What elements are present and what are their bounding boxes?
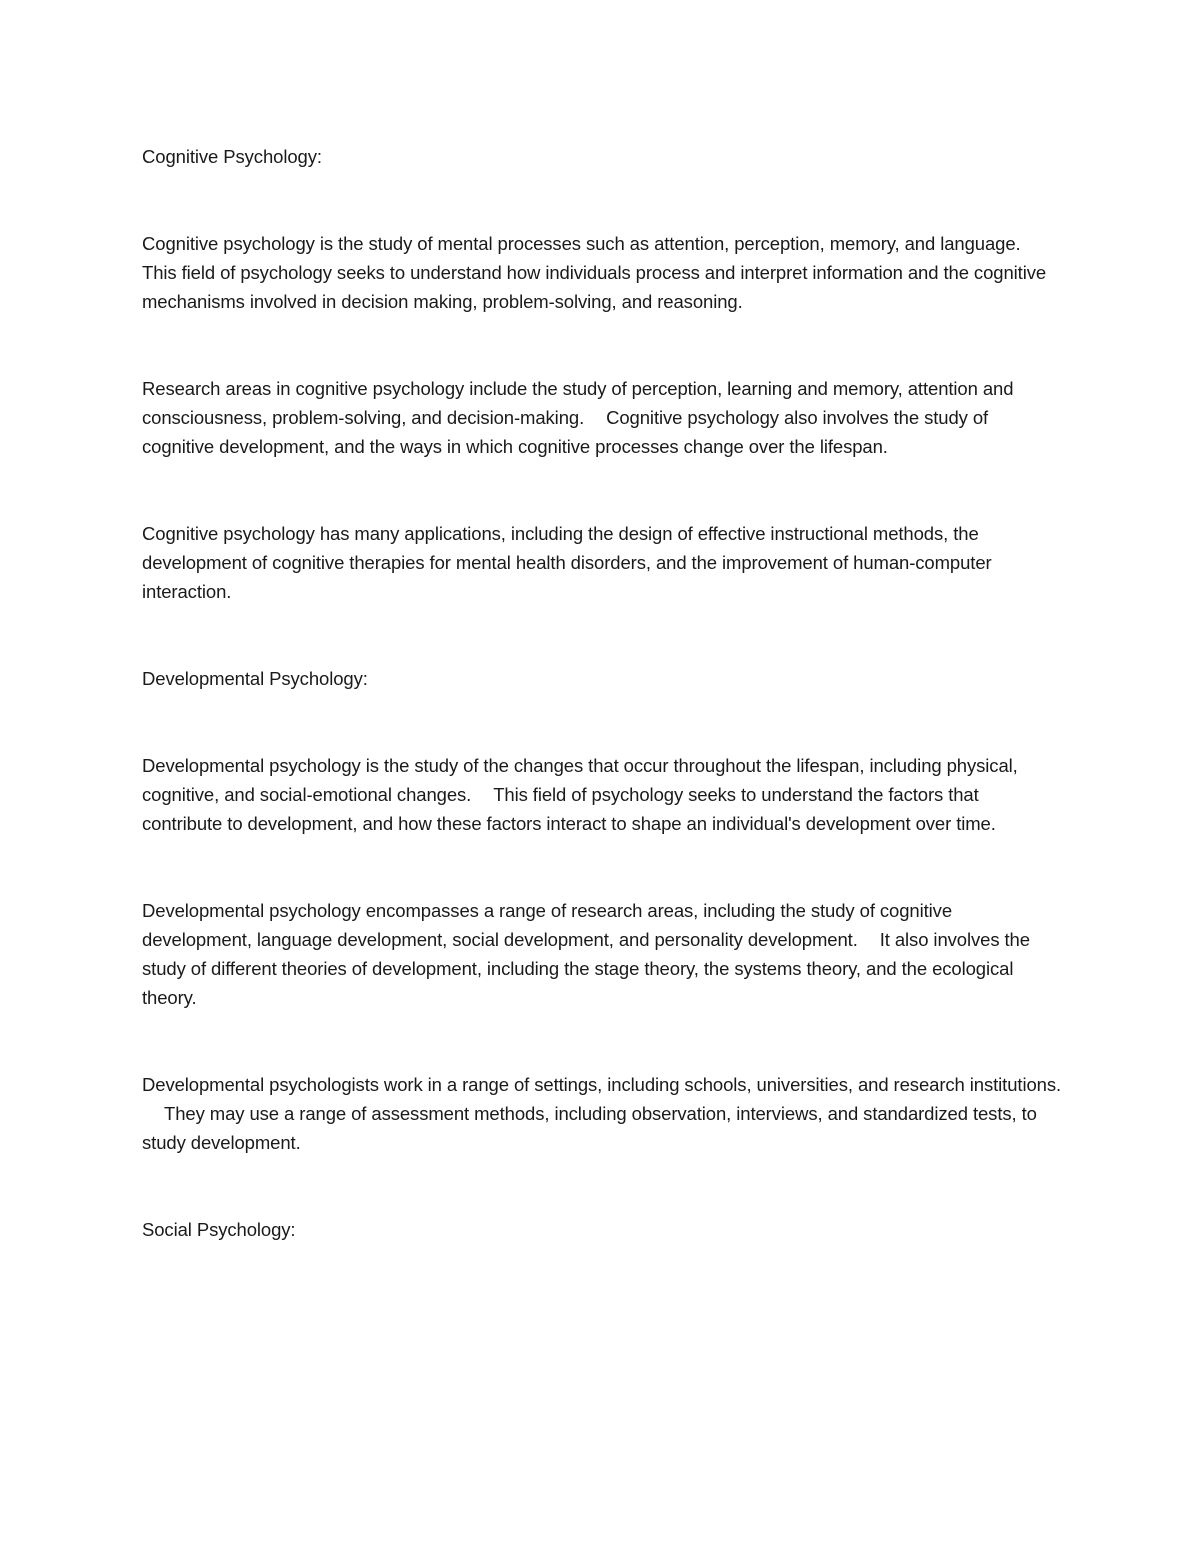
paragraph xyxy=(142,519,1062,606)
section-heading-developmental: Developmental Psychology: xyxy=(142,668,368,689)
sentence: This field of psychology seeks to understand how individuals process and interpret information and the cognitive mechanisms involved in decision making, problem-solving, and reasoning. xyxy=(142,262,1047,312)
paragraph xyxy=(142,374,1062,461)
section-heading-social: Social Psychology: xyxy=(142,1219,296,1240)
sentence: Cognitive psychology has many applications, including the design of effective instructional methods, the development of cognitive therapies for mental health disorders, and the improvement of human-computer interaction. xyxy=(142,523,992,602)
sentence: Developmental psychologists work in a range of settings, including schools, universities, and research institutions. xyxy=(142,1074,1062,1095)
paragraph xyxy=(142,1070,1062,1157)
sentence: Research areas in cognitive psychology include the study of perception, learning and memory, attention and consciousness, problem-solving, and decision-making. xyxy=(142,378,1014,428)
sentence: This field of psychology seeks to understand the factors that contribute to development, and how these factors interact to shape an individual's development over time. xyxy=(142,784,996,834)
sentence: It also involves the study of different theories of development, including the stage theory, the systems theory, and the ecological theory. xyxy=(142,929,1030,1008)
sentence: Developmental psychology is the study of the changes that occur throughout the lifespan, including physical, cognitive, and social-emotional changes. xyxy=(142,755,1018,805)
sentence: Cognitive psychology also involves the study of cognitive development, and the ways in which cognitive processes change over the lifespan. xyxy=(142,407,989,457)
paragraph xyxy=(142,896,1062,1012)
paragraph xyxy=(142,229,1062,316)
sentence: They may use a range of assessment methods, including observation, interviews, and standardized tests, to study development. xyxy=(142,1103,1037,1153)
document-body xyxy=(142,142,1062,1302)
sentence: Developmental psychology encompasses a range of research areas, including the study of cognitive development, language development, social development, and personality development. xyxy=(142,900,953,950)
paragraph xyxy=(142,751,1062,838)
section-heading-cognitive: Cognitive Psychology: xyxy=(142,146,322,167)
sentence: Cognitive psychology is the study of mental processes such as attention, perception, memory, and language. xyxy=(142,233,1021,254)
